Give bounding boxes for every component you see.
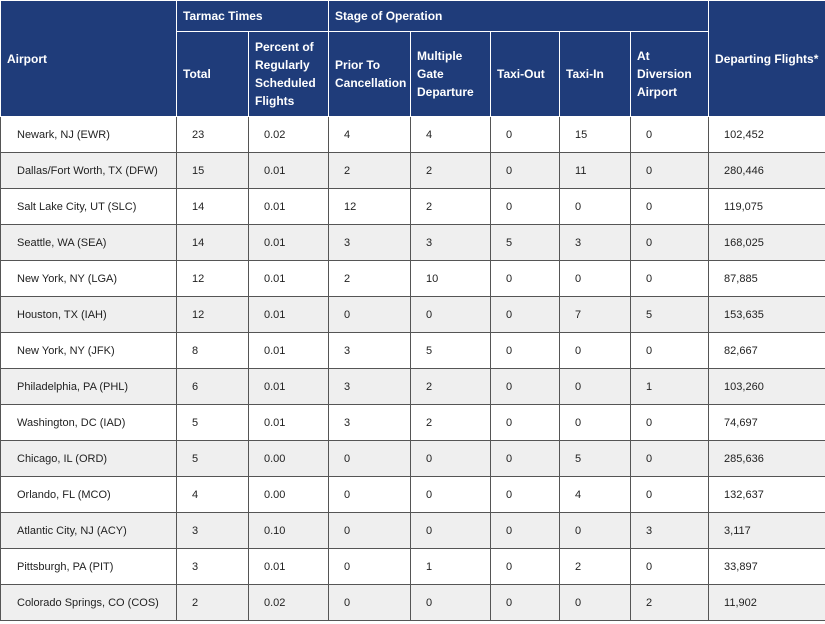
cell-total: 5 xyxy=(177,441,249,477)
cell-departing-flights: 82,667 xyxy=(709,333,825,369)
table-row xyxy=(1,369,825,405)
cell-total: 14 xyxy=(177,225,249,261)
cell-percent: 0.00 xyxy=(249,477,329,513)
cell-multiple-gate-departure: 2 xyxy=(411,153,491,189)
cell-total: 14 xyxy=(177,189,249,225)
cell-percent: 0.02 xyxy=(249,117,329,153)
cell-total: 6 xyxy=(177,369,249,405)
cell-departing-flights: 168,025 xyxy=(709,225,825,261)
cell-prior-to-cancellation: 4 xyxy=(329,117,411,153)
cell-taxi-out: 0 xyxy=(491,189,560,225)
cell-prior-to-cancellation: 0 xyxy=(329,297,411,333)
table-row xyxy=(1,189,825,225)
cell-at-diversion-airport: 0 xyxy=(631,477,709,513)
cell-percent: 0.01 xyxy=(249,261,329,297)
cell-multiple-gate-departure: 0 xyxy=(411,585,491,621)
cell-airport: Philadelphia, PA (PHL) xyxy=(1,369,177,405)
cell-airport: Atlantic City, NJ (ACY) xyxy=(1,513,177,549)
cell-taxi-in: 5 xyxy=(560,441,631,477)
cell-taxi-in: 0 xyxy=(560,333,631,369)
cell-prior-to-cancellation: 0 xyxy=(329,585,411,621)
cell-airport: New York, NY (JFK) xyxy=(1,333,177,369)
cell-multiple-gate-departure: 0 xyxy=(411,513,491,549)
cell-airport: Newark, NJ (EWR) xyxy=(1,117,177,153)
cell-total: 23 xyxy=(177,117,249,153)
header-departing-flights: Departing Flights* xyxy=(709,1,825,117)
cell-taxi-in: 0 xyxy=(560,261,631,297)
cell-taxi-out: 0 xyxy=(491,153,560,189)
cell-prior-to-cancellation: 0 xyxy=(329,441,411,477)
header-taxi-out: Taxi-Out xyxy=(491,32,560,117)
cell-at-diversion-airport: 0 xyxy=(631,405,709,441)
cell-taxi-out: 0 xyxy=(491,513,560,549)
cell-departing-flights: 285,636 xyxy=(709,441,825,477)
cell-taxi-in: 15 xyxy=(560,117,631,153)
cell-at-diversion-airport: 0 xyxy=(631,333,709,369)
table-row xyxy=(1,513,825,549)
cell-multiple-gate-departure: 1 xyxy=(411,549,491,585)
cell-taxi-out: 0 xyxy=(491,405,560,441)
cell-prior-to-cancellation: 12 xyxy=(329,189,411,225)
table-row xyxy=(1,261,825,297)
header-taxi-in: Taxi-In xyxy=(560,32,631,117)
cell-taxi-in: 3 xyxy=(560,225,631,261)
cell-taxi-in: 0 xyxy=(560,189,631,225)
cell-at-diversion-airport: 2 xyxy=(631,585,709,621)
cell-percent: 0.10 xyxy=(249,513,329,549)
header-at-diversion-airport: At Diversion Airport xyxy=(631,32,709,117)
cell-airport: Salt Lake City, UT (SLC) xyxy=(1,189,177,225)
cell-departing-flights: 3,117 xyxy=(709,513,825,549)
cell-taxi-out: 0 xyxy=(491,261,560,297)
cell-at-diversion-airport: 0 xyxy=(631,549,709,585)
cell-departing-flights: 103,260 xyxy=(709,369,825,405)
header-total: Total xyxy=(177,32,249,117)
cell-percent: 0.01 xyxy=(249,369,329,405)
cell-at-diversion-airport: 1 xyxy=(631,369,709,405)
cell-percent: 0.01 xyxy=(249,153,329,189)
cell-taxi-out: 5 xyxy=(491,225,560,261)
cell-at-diversion-airport: 3 xyxy=(631,513,709,549)
cell-taxi-in: 2 xyxy=(560,549,631,585)
header-group-row xyxy=(1,1,825,32)
cell-departing-flights: 280,446 xyxy=(709,153,825,189)
cell-percent: 0.01 xyxy=(249,549,329,585)
cell-taxi-in: 0 xyxy=(560,405,631,441)
cell-at-diversion-airport: 0 xyxy=(631,225,709,261)
cell-multiple-gate-departure: 0 xyxy=(411,297,491,333)
cell-taxi-out: 0 xyxy=(491,441,560,477)
header-prior-to-cancellation: Prior To Cancellation xyxy=(329,32,411,117)
cell-at-diversion-airport: 0 xyxy=(631,441,709,477)
cell-airport: Pittsburgh, PA (PIT) xyxy=(1,549,177,585)
cell-at-diversion-airport: 0 xyxy=(631,153,709,189)
header-percent: Percent of Regularly Scheduled Flights xyxy=(249,32,329,117)
cell-prior-to-cancellation: 2 xyxy=(329,153,411,189)
cell-multiple-gate-departure: 3 xyxy=(411,225,491,261)
cell-multiple-gate-departure: 0 xyxy=(411,441,491,477)
header-multiple-gate-departure: Multiple Gate Departure xyxy=(411,32,491,117)
cell-percent: 0.01 xyxy=(249,297,329,333)
cell-taxi-in: 0 xyxy=(560,585,631,621)
table-body xyxy=(1,117,825,621)
header-airport: Airport xyxy=(1,1,177,117)
cell-percent: 0.02 xyxy=(249,585,329,621)
cell-total: 8 xyxy=(177,333,249,369)
cell-taxi-in: 4 xyxy=(560,477,631,513)
cell-taxi-in: 11 xyxy=(560,153,631,189)
cell-airport: Dallas/Fort Worth, TX (DFW) xyxy=(1,153,177,189)
cell-airport: Seattle, WA (SEA) xyxy=(1,225,177,261)
cell-multiple-gate-departure: 2 xyxy=(411,369,491,405)
table-header xyxy=(1,1,825,117)
cell-taxi-out: 0 xyxy=(491,297,560,333)
cell-total: 3 xyxy=(177,549,249,585)
cell-taxi-out: 0 xyxy=(491,333,560,369)
table-row xyxy=(1,333,825,369)
table-row xyxy=(1,225,825,261)
cell-airport: Houston, TX (IAH) xyxy=(1,297,177,333)
cell-percent: 0.01 xyxy=(249,405,329,441)
cell-at-diversion-airport: 0 xyxy=(631,117,709,153)
cell-taxi-in: 0 xyxy=(560,369,631,405)
cell-airport: New York, NY (LGA) xyxy=(1,261,177,297)
cell-prior-to-cancellation: 0 xyxy=(329,549,411,585)
cell-total: 12 xyxy=(177,261,249,297)
cell-total: 12 xyxy=(177,297,249,333)
cell-taxi-out: 0 xyxy=(491,369,560,405)
cell-prior-to-cancellation: 3 xyxy=(329,369,411,405)
header-stage-of-operation: Stage of Operation xyxy=(329,1,709,32)
table-row xyxy=(1,405,825,441)
cell-multiple-gate-departure: 0 xyxy=(411,477,491,513)
cell-prior-to-cancellation: 0 xyxy=(329,477,411,513)
table-row xyxy=(1,297,825,333)
cell-percent: 0.01 xyxy=(249,333,329,369)
cell-departing-flights: 11,902 xyxy=(709,585,825,621)
cell-taxi-out: 0 xyxy=(491,549,560,585)
cell-taxi-in: 0 xyxy=(560,513,631,549)
cell-percent: 0.00 xyxy=(249,441,329,477)
cell-at-diversion-airport: 0 xyxy=(631,189,709,225)
cell-airport: Chicago, IL (ORD) xyxy=(1,441,177,477)
cell-multiple-gate-departure: 2 xyxy=(411,189,491,225)
cell-departing-flights: 102,452 xyxy=(709,117,825,153)
cell-multiple-gate-departure: 10 xyxy=(411,261,491,297)
cell-prior-to-cancellation: 0 xyxy=(329,513,411,549)
cell-percent: 0.01 xyxy=(249,189,329,225)
cell-departing-flights: 132,637 xyxy=(709,477,825,513)
cell-total: 4 xyxy=(177,477,249,513)
cell-multiple-gate-departure: 5 xyxy=(411,333,491,369)
cell-taxi-out: 0 xyxy=(491,117,560,153)
cell-at-diversion-airport: 5 xyxy=(631,297,709,333)
cell-departing-flights: 153,635 xyxy=(709,297,825,333)
table-row xyxy=(1,477,825,513)
cell-airport: Washington, DC (IAD) xyxy=(1,405,177,441)
cell-prior-to-cancellation: 3 xyxy=(329,225,411,261)
table-row xyxy=(1,549,825,585)
cell-departing-flights: 74,697 xyxy=(709,405,825,441)
cell-departing-flights: 119,075 xyxy=(709,189,825,225)
cell-prior-to-cancellation: 3 xyxy=(329,405,411,441)
cell-multiple-gate-departure: 4 xyxy=(411,117,491,153)
cell-total: 15 xyxy=(177,153,249,189)
cell-taxi-out: 0 xyxy=(491,477,560,513)
header-tarmac-times: Tarmac Times xyxy=(177,1,329,32)
cell-percent: 0.01 xyxy=(249,225,329,261)
cell-taxi-in: 7 xyxy=(560,297,631,333)
cell-multiple-gate-departure: 2 xyxy=(411,405,491,441)
cell-airport: Orlando, FL (MCO) xyxy=(1,477,177,513)
cell-departing-flights: 33,897 xyxy=(709,549,825,585)
cell-prior-to-cancellation: 2 xyxy=(329,261,411,297)
table-row xyxy=(1,585,825,621)
cell-taxi-out: 0 xyxy=(491,585,560,621)
cell-total: 5 xyxy=(177,405,249,441)
cell-airport: Colorado Springs, CO (COS) xyxy=(1,585,177,621)
table-row xyxy=(1,153,825,189)
cell-total: 3 xyxy=(177,513,249,549)
cell-at-diversion-airport: 0 xyxy=(631,261,709,297)
cell-prior-to-cancellation: 3 xyxy=(329,333,411,369)
table-row xyxy=(1,441,825,477)
cell-departing-flights: 87,885 xyxy=(709,261,825,297)
cell-total: 2 xyxy=(177,585,249,621)
table-row xyxy=(1,117,825,153)
